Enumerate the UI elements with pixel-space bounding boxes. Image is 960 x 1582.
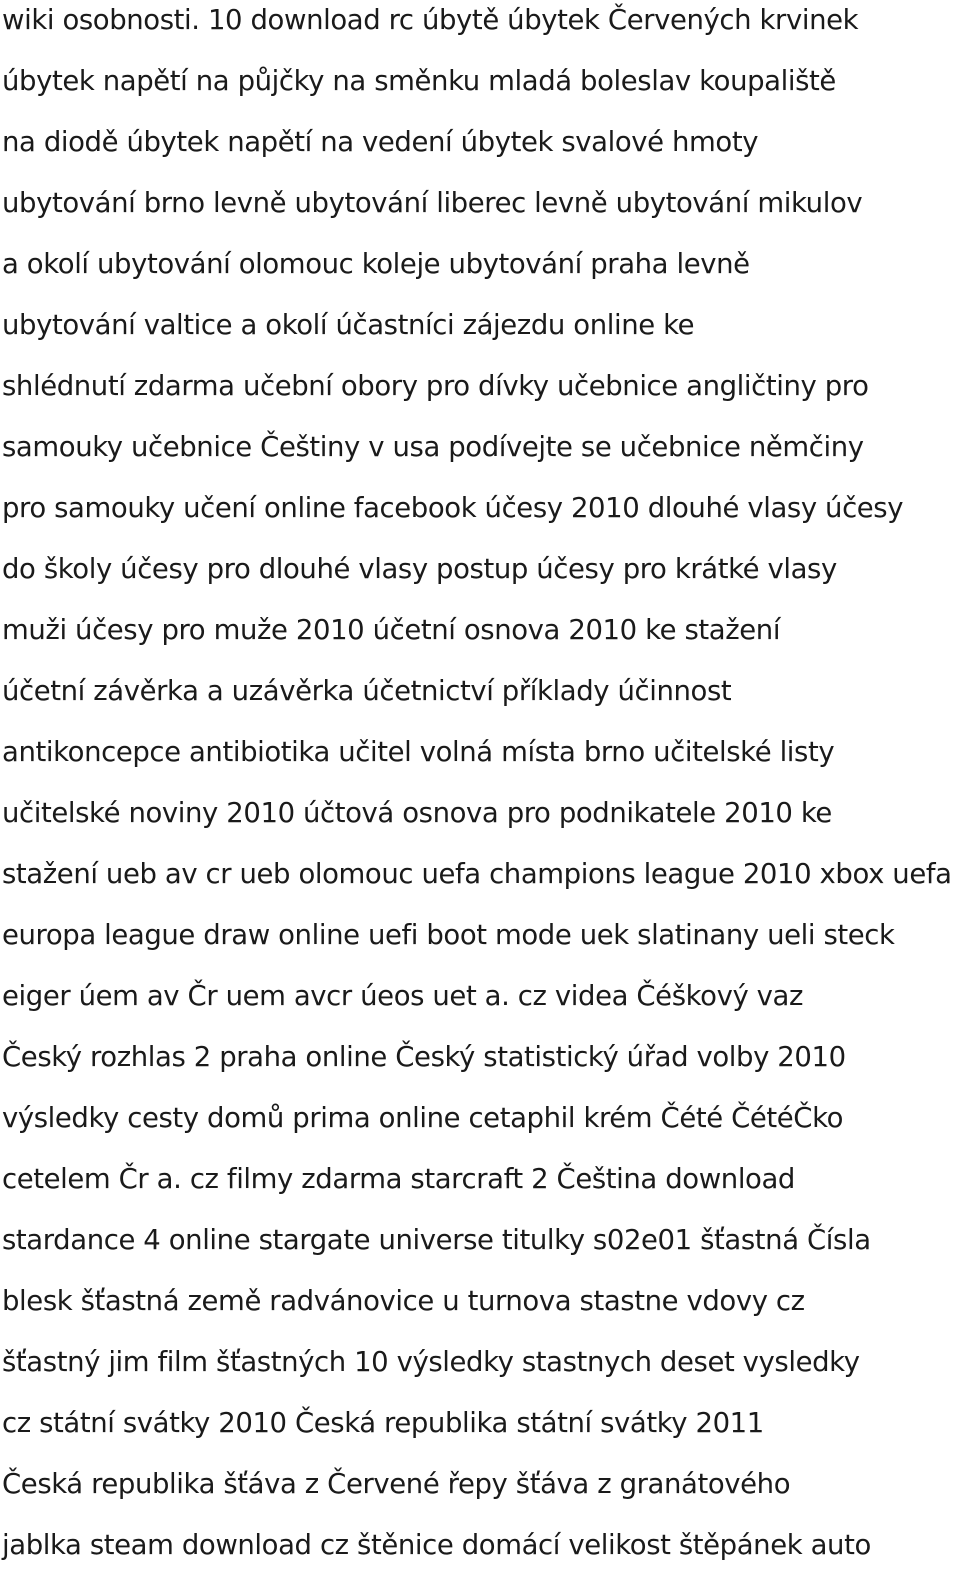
text-line: šťastný jim film šťastných 10 výsledky stastnych deset vysledky (2, 1346, 860, 1378)
text-line: stardance 4 online stargate universe titulky s02e01 šťastná Čísla (2, 1224, 871, 1256)
text-line: shlédnutí zdarma učební obory pro dívky učebnice angličtiny pro (2, 370, 869, 402)
text-line: ubytování brno levně ubytování liberec levně ubytování mikulov (2, 187, 863, 219)
text-line: Český rozhlas 2 praha online Český statistický úřad volby 2010 (2, 1041, 846, 1073)
text-line: antikoncepce antibiotika učitel volná místa brno učitelské listy (2, 736, 835, 768)
text-line: Česká republika šťáva z Červené řepy šťáva z granátového (2, 1468, 791, 1500)
text-line: europa league draw online uefi boot mode uek slatinany ueli steck (2, 919, 895, 951)
text-line: ubytování valtice a okolí účastníci zájezdu online ke (2, 309, 695, 341)
text-line: muži účesy pro muže 2010 účetní osnova 2010 ke stažení (2, 614, 781, 646)
text-line: cetelem Čr a. cz filmy zdarma starcraft 2 Čeština download (2, 1163, 795, 1195)
text-line: výsledky cesty domů prima online cetaphil krém Čété ČétéČko (2, 1102, 844, 1134)
text-line: jablka steam download cz štěnice domácí velikost štěpánek auto (2, 1529, 871, 1561)
text-line: eiger úem av Čr uem avcr úeos uet a. cz videa Čéškový vaz (2, 980, 804, 1012)
text-line: na diodě úbytek napětí na vedení úbytek svalové hmoty (2, 126, 759, 158)
text-line: samouky učebnice Češtiny v usa podívejte se učebnice němčiny (2, 431, 864, 463)
text-line: účetní závěrka a uzávěrka účetnictví příklady účinnost (2, 675, 732, 707)
text-line: blesk šťastná země radvánovice u turnova stastne vdovy cz (2, 1285, 805, 1317)
text-line: pro samouky učení online facebook účesy 2010 dlouhé vlasy účesy (2, 492, 904, 524)
text-line: do školy účesy pro dlouhé vlasy postup účesy pro krátké vlasy (2, 553, 837, 585)
text-line: wiki osobnosti. 10 download rc úbytě úbytek Červených krvinek (2, 4, 859, 36)
text-line: úbytek napětí na půjčky na směnku mladá boleslav koupaliště (2, 65, 836, 97)
text-line: a okolí ubytování olomouc koleje ubytování praha levně (2, 248, 750, 280)
text-line: cz státní svátky 2010 Česká republika státní svátky 2011 (2, 1407, 764, 1439)
text-line: stažení ueb av cr ueb olomouc uefa champions league 2010 xbox uefa (2, 858, 952, 890)
text-line: učitelské noviny 2010 účtová osnova pro podnikatele 2010 ke (2, 797, 832, 829)
